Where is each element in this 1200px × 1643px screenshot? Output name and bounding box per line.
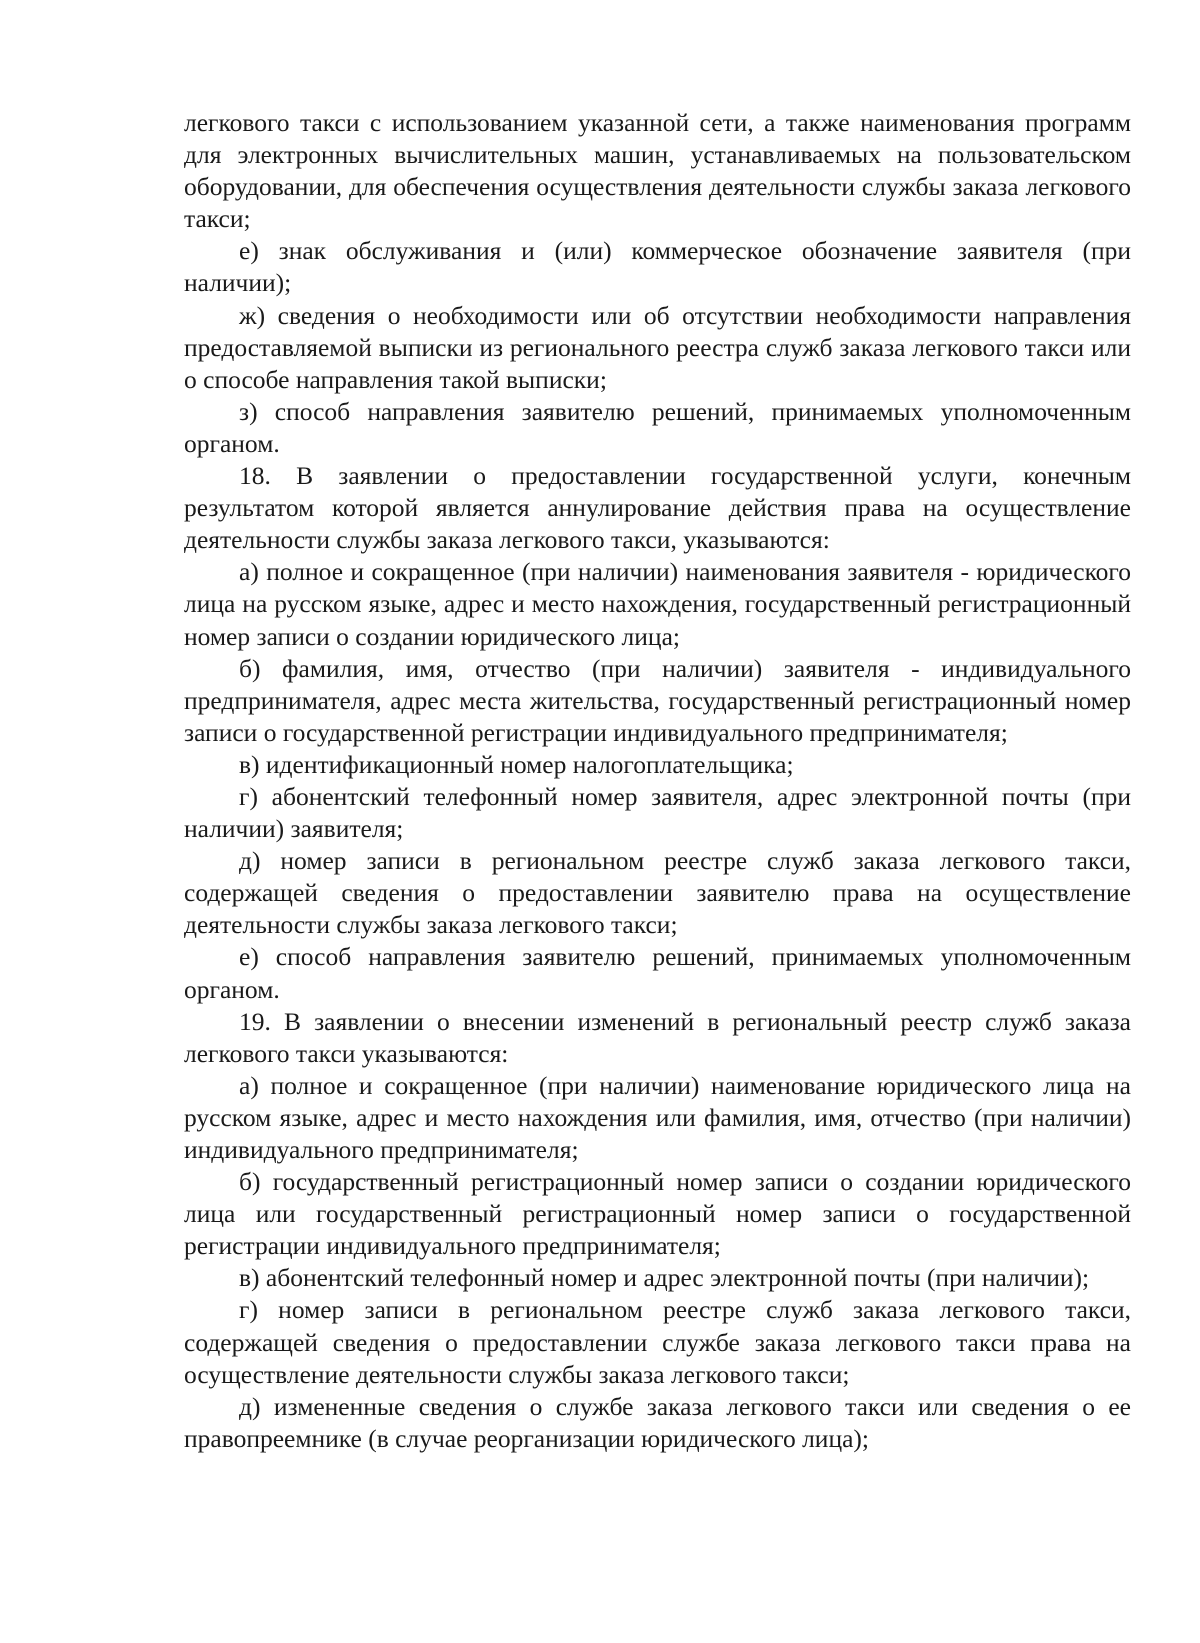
paragraph-19-item-a: а) полное и сокращенное (при наличии) наименование юридического лица на русском языке, адрес и место нахождения или фамилия, имя, отчество (при наличии) индивидуального предпринимателя; [184, 1070, 1131, 1164]
paragraph-18-item-b: б) фамилия, имя, отчество (при наличии) заявителя - индивидуального предпринимателя, адрес места жительства, государственный регистрационный номер записи о государственной регистрации индивидуального предпринимателя; [184, 653, 1131, 747]
paragraph-clause-19: 19. В заявлении о внесении изменений в региональный реестр служб заказа легкового такси указываются: [184, 1006, 1131, 1068]
document-body [184, 107, 1131, 1455]
paragraph-18-item-g: г) абонентский телефонный номер заявителя, адрес электронной почты (при наличии) заявителя; [184, 781, 1131, 844]
paragraph-18-item-d: д) номер записи в региональном реестре служб заказа легкового такси, содержащей сведения о предоставлении заявителю права на осуществление деятельности службы заказа легкового такси; [184, 846, 1131, 940]
paragraph-19-item-g: г) номер записи в региональном реестре служб заказа легкового такси, содержащей сведения о предоставлении службе заказа легкового такси права на осуществление деятельности службы заказа легкового такси; [184, 1295, 1131, 1389]
paragraph-item-z: з) способ направления заявителю решений, принимаемых уполномоченным органом. [184, 396, 1131, 458]
paragraph-18-item-a: а) полное и сокращенное (при наличии) наименования заявителя - юридического лица на русском языке, адрес и место нахождения, государственный регистрационный номер записи о создании юридического лица; [184, 557, 1131, 651]
paragraph-19-item-v: в) абонентский телефонный номер и адрес электронной почты (при наличии); [239, 1263, 1090, 1293]
paragraph-19-item-b: б) государственный регистрационный номер записи о создании юридического лица или государственный регистрационный номер записи о государственной регистрации индивидуального предпринимателя; [184, 1167, 1131, 1261]
paragraph-item-e: е) знак обслуживания и (или) коммерческое обозначение заявителя (при наличии); [184, 236, 1131, 298]
paragraph-continuation: легкового такси с использованием указанной сети, а также наименования программ для электронных вычислительных машин, устанавливаемых на пользовательском оборудовании, для обеспечения осуществления деятельности службы заказа легкового такси; [184, 108, 1131, 234]
paragraph-19-item-d: д) измененные сведения о службе заказа легкового такси или сведения о ее правопреемнике (в случае реорганизации юридического лица); [184, 1391, 1131, 1453]
paragraph-clause-18: 18. В заявлении о предоставлении государственной услуги, конечным результатом которой является аннулирование действия права на осуществление деятельности службы заказа легкового такси, указываются: [184, 461, 1131, 555]
paragraph-item-zh: ж) сведения о необходимости или об отсутствии необходимости направления предоставляемой выписки из регионального реестра служб заказа легкового такси или о способе направления такой выписки; [184, 300, 1131, 394]
paragraph-18-item-e: е) способ направления заявителю решений, принимаемых уполномоченным органом. [184, 942, 1131, 1004]
paragraph-18-item-v: в) идентификационный номер налогоплательщика; [239, 749, 794, 779]
